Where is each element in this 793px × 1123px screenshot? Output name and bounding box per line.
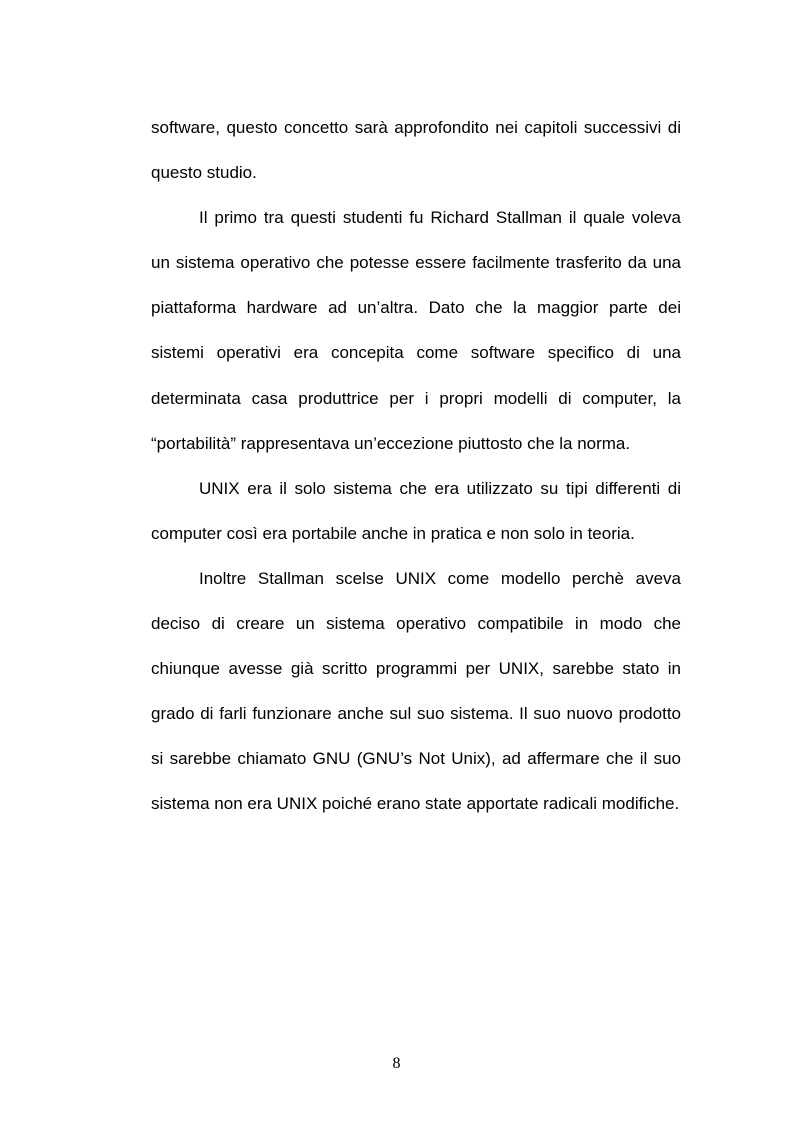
paragraph-stallman-portability: Il primo tra questi studenti fu Richard Stallman il quale voleva un sistema operativo che potesse essere facilmente trasferito da una piattaforma hardware ad un’altra. Dato che la maggior parte dei sistemi operativi era concepita come software specifico di una determinata casa produttrice per i propri modelli di computer, la “portabilità” rappresentava un’eccezione piuttosto che la norma. xyxy=(151,208,681,453)
paragraph-unix-portable: UNIX era il solo sistema che era utilizzato su tipi differenti di computer così era portabile anche in pratica e non solo in teoria. xyxy=(151,478,681,543)
page-number: 8 xyxy=(392,1055,401,1072)
paragraph-gnu: Inoltre Stallman scelse UNIX come modello perchè aveva deciso di creare un sistema operativo compatibile in modo che chiunque avesse già scritto programmi per UNIX, sarebbe stato in grado di farli funzionare anche sul suo sistema. Il suo nuovo prodotto si sarebbe chiamato GNU (GNU’s Not Unix), ad affermare che il suo sistema non era UNIX poiché erano state apportate radicali modifiche. xyxy=(151,568,681,814)
body-text xyxy=(151,105,681,827)
paragraph-continuation: software, questo concetto sarà approfondito nei capitoli successivi di questo studio. xyxy=(151,118,681,183)
